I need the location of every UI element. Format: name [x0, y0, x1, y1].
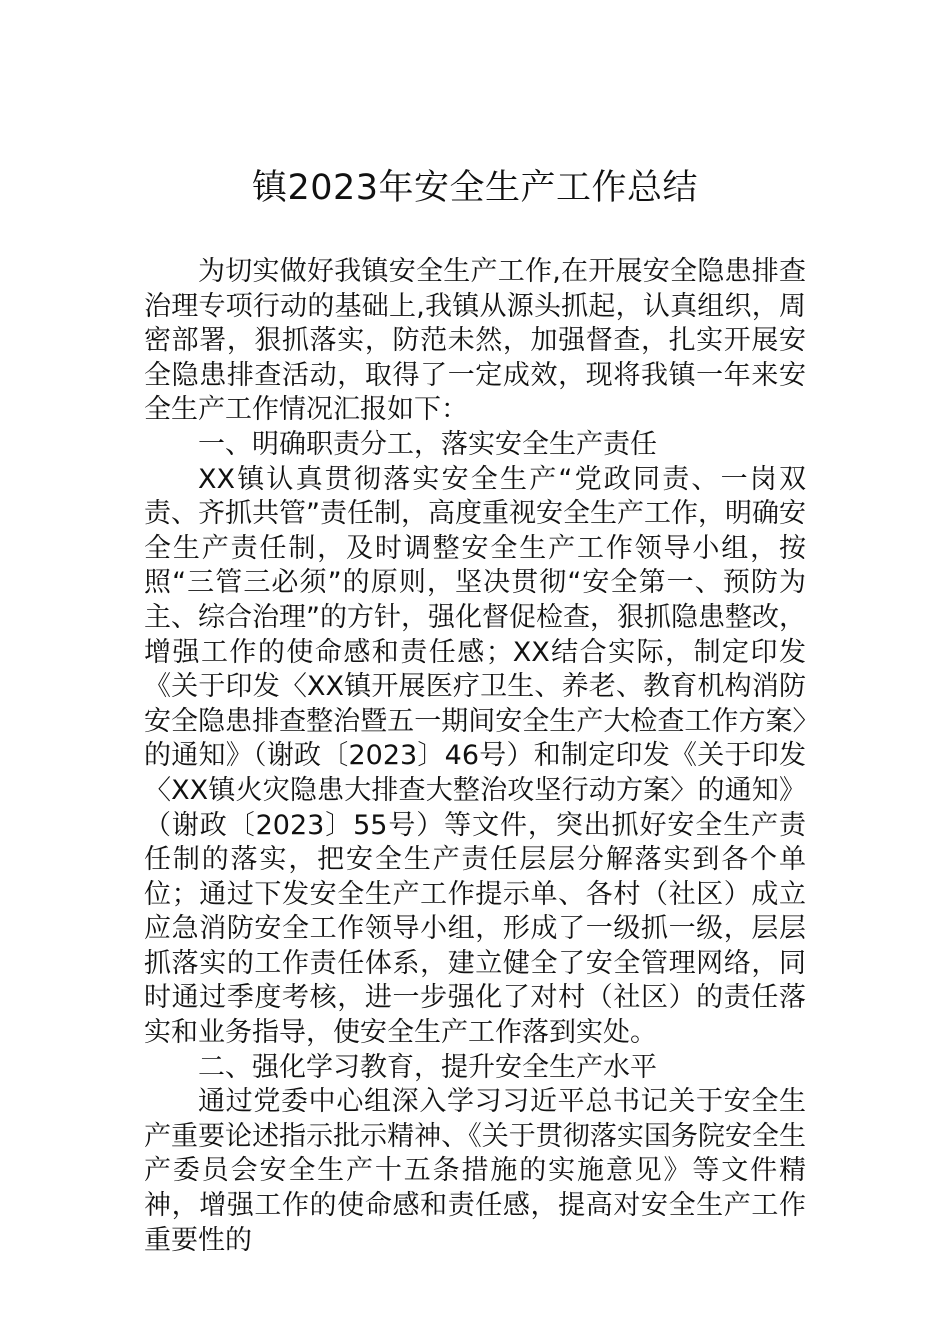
section-1-paragraph: XX镇认真贯彻落实安全生产“党政同责、一岗双责、齐抓共管”责任制，高度重视安全生产工作，明确安全生产责任制，及时调整安全生产工作领导小组，按照“三管三必须”的原则，坚决贯彻“安全第一、预防为主、综合治理”的方针，强化督促检查，狠抓隐患整改，增强工作的使命感和责任感；XX结合实际，制定印发《关于印发〈XX镇开展医疗卫生、养老、教育机构消防安全隐患排查整治暨五一期间安全生产大检查工作方案〉的通知》（谢政〔2023〕46号）和制定印发《关于印发〈XX镇火灾隐患大排查大整治攻坚行动方案〉的通知》（谢政〔2023〕55号）等文件，突出抓好安全生产责任制的落实，把安全生产责任层层分解落实到各个单位；通过下发安全生产工作提示单、各村（社区）成立应急消防安全工作领导小组，形成了一级抓一级，层层抓落实的工作责任体系，建立健全了安全管理网络，同时通过季度考核，进一步强化了对村（社区）的责任落实和业务指导，使安全生产工作落到实处。 [144, 463, 806, 1049]
section-heading-2: 二、强化学习教育，提升安全生产水平 [198, 1051, 657, 1083]
section-heading-1: 一、明确职责分工，落实安全生产责任 [198, 428, 657, 460]
document-title: 镇2023年安全生产工作总结 [251, 168, 699, 208]
document-body [144, 255, 806, 1258]
section-2-paragraph: 通过党委中心组深入学习习近平总书记关于安全生产重要论述指示批示精神、《关于贯彻落实国务院安全生产委员会安全生产十五条措施的实施意见》等文件精神，增强工作的使命感和责任感，提高对安全生产工作重要性的 [144, 1086, 806, 1256]
intro-paragraph: 为切实做好我镇安全生产工作,在开展安全隐患排查治理专项行动的基础上,我镇从源头抓起，认真组织，周密部署，狠抓落实，防范未然，加强督查，扎实开展安全隐患排查活动，取得了一定成效，现将我镇一年来安全生产工作情况汇报如下： [144, 256, 806, 426]
